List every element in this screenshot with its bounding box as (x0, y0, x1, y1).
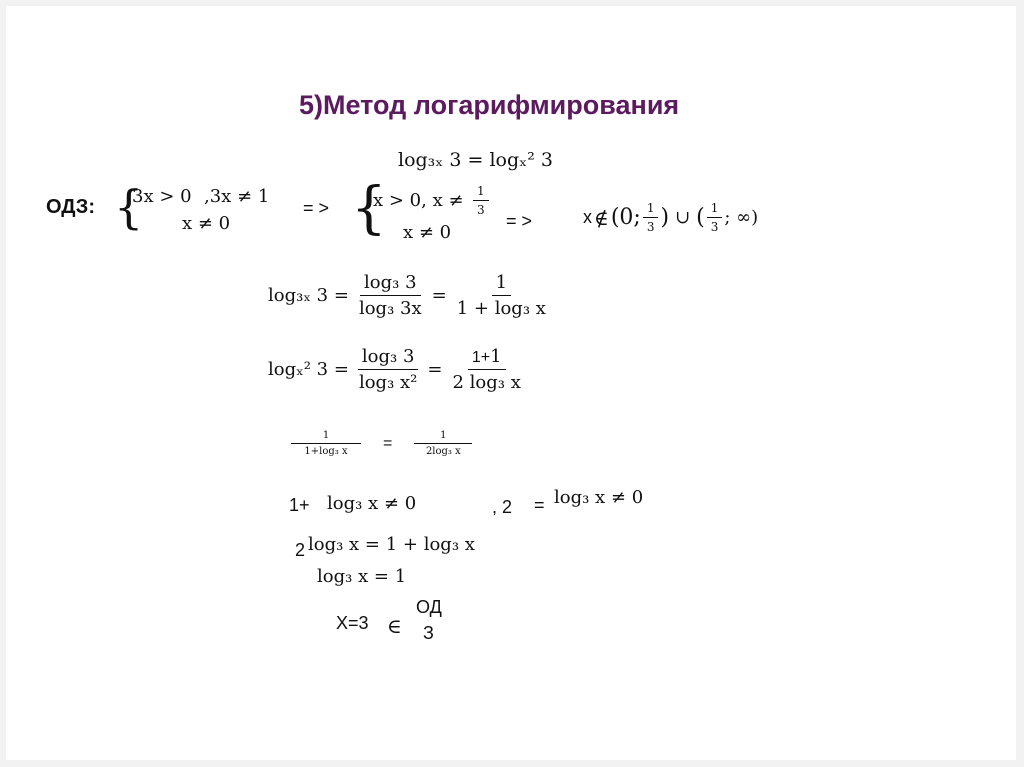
equation-line-3 (291, 430, 472, 457)
cond-equals: = (534, 495, 545, 515)
eq3-equals: = (383, 434, 393, 452)
eq1-fraction-1 (355, 272, 426, 319)
system1-line1b: ,3x ≠ 1 (204, 186, 270, 207)
equation-line-2 (268, 346, 525, 393)
eq2-f2-num: 1 (490, 346, 502, 367)
equation-line-1 (268, 272, 550, 319)
system1-line2: x ≠ 0 (182, 213, 231, 234)
fraction-numerator: 1 (291, 430, 361, 444)
interval-1-close: ) (660, 205, 670, 230)
eq2-fraction-2 (448, 346, 524, 393)
eq2-lhs: logₓ² 3 = (268, 359, 349, 380)
fraction-denominator: 3 (710, 220, 719, 234)
fraction-numerator: 1 (473, 184, 489, 201)
system-brace: { (351, 176, 387, 241)
eq2-equals: = (427, 359, 443, 380)
interval-2-rest: ; ∞) (724, 207, 759, 228)
interval-1-open: (0; (610, 205, 641, 230)
cond-middle: , 2 (492, 497, 513, 517)
system-brace: { (114, 180, 144, 234)
fraction-numerator: log₃ 3 (360, 272, 421, 296)
fraction-denominator: 2log₃ x (425, 446, 461, 457)
fraction-numerator: 1 (643, 201, 659, 218)
eq1-equals: = (431, 285, 447, 306)
fraction-numerator: 1 (707, 201, 723, 218)
cond-2: log₃ x ≠ 0 (554, 487, 644, 508)
element-of-symbol: ∈ (387, 614, 402, 638)
odz-interval (583, 201, 758, 234)
union-symbol: ∪ (675, 207, 691, 228)
eq3-fraction-2 (414, 430, 472, 457)
fraction-numerator (468, 346, 506, 370)
solve-coef: 2 (295, 540, 306, 560)
fraction-numerator: 1 (414, 430, 472, 444)
fraction-denominator: 1 + log₃ x (456, 298, 546, 319)
fraction-numerator: log₃ 3 (358, 346, 419, 370)
system2-line2: x ≠ 0 (403, 222, 452, 243)
eq1-fraction-2 (453, 272, 550, 319)
x-variable: x (583, 207, 592, 227)
solve-line-1: log₃ x = 1 + log₃ x (308, 534, 475, 555)
system2-line1: x > 0, x ≠ (373, 190, 464, 211)
eq1-lhs: log₃ₓ 3 = (268, 285, 349, 306)
solve-line-2: log₃ x = 1 (317, 566, 407, 587)
implies-arrow-1: = > (303, 198, 330, 218)
fraction-denominator: 3 (646, 220, 655, 234)
fraction-denominator: log₃ 3x (358, 298, 422, 319)
eq3-fraction-1 (291, 430, 361, 457)
eq2-fraction-1 (355, 346, 421, 393)
interval-1-fraction (643, 201, 659, 234)
fraction-denominator: 3 (477, 203, 485, 217)
answer-x: X=3 (336, 613, 369, 633)
slide (6, 6, 1016, 760)
fraction-denominator: 2 log₃ x (452, 372, 521, 393)
implies-arrow-2: = > (506, 211, 533, 231)
interval-2-fraction (707, 201, 723, 234)
odz-label: ОДЗ: (46, 196, 95, 218)
one-plus-insert: 1+ (471, 349, 491, 366)
main-equation: log₃ₓ 3 = logₓ² 3 (398, 149, 553, 171)
cond-1: log₃ x ≠ 0 (327, 493, 417, 514)
slide-title: 5)Метод логарифмирования (299, 90, 680, 120)
cond-prefix: 1+ (289, 495, 310, 515)
answer-odz-bottom: З (423, 623, 434, 643)
interval-2-open: ( (696, 205, 705, 230)
not-in-symbol: ∉ (594, 205, 609, 230)
answer-odz-top: ОД (416, 597, 442, 617)
fraction-denominator: log₃ x² (358, 372, 418, 393)
fraction-numerator: 1 (492, 272, 511, 296)
system2-fraction (473, 184, 489, 217)
fraction-denominator: 1+log₃ x (304, 446, 348, 457)
system1-line1a: 3x > 0 (132, 186, 192, 207)
